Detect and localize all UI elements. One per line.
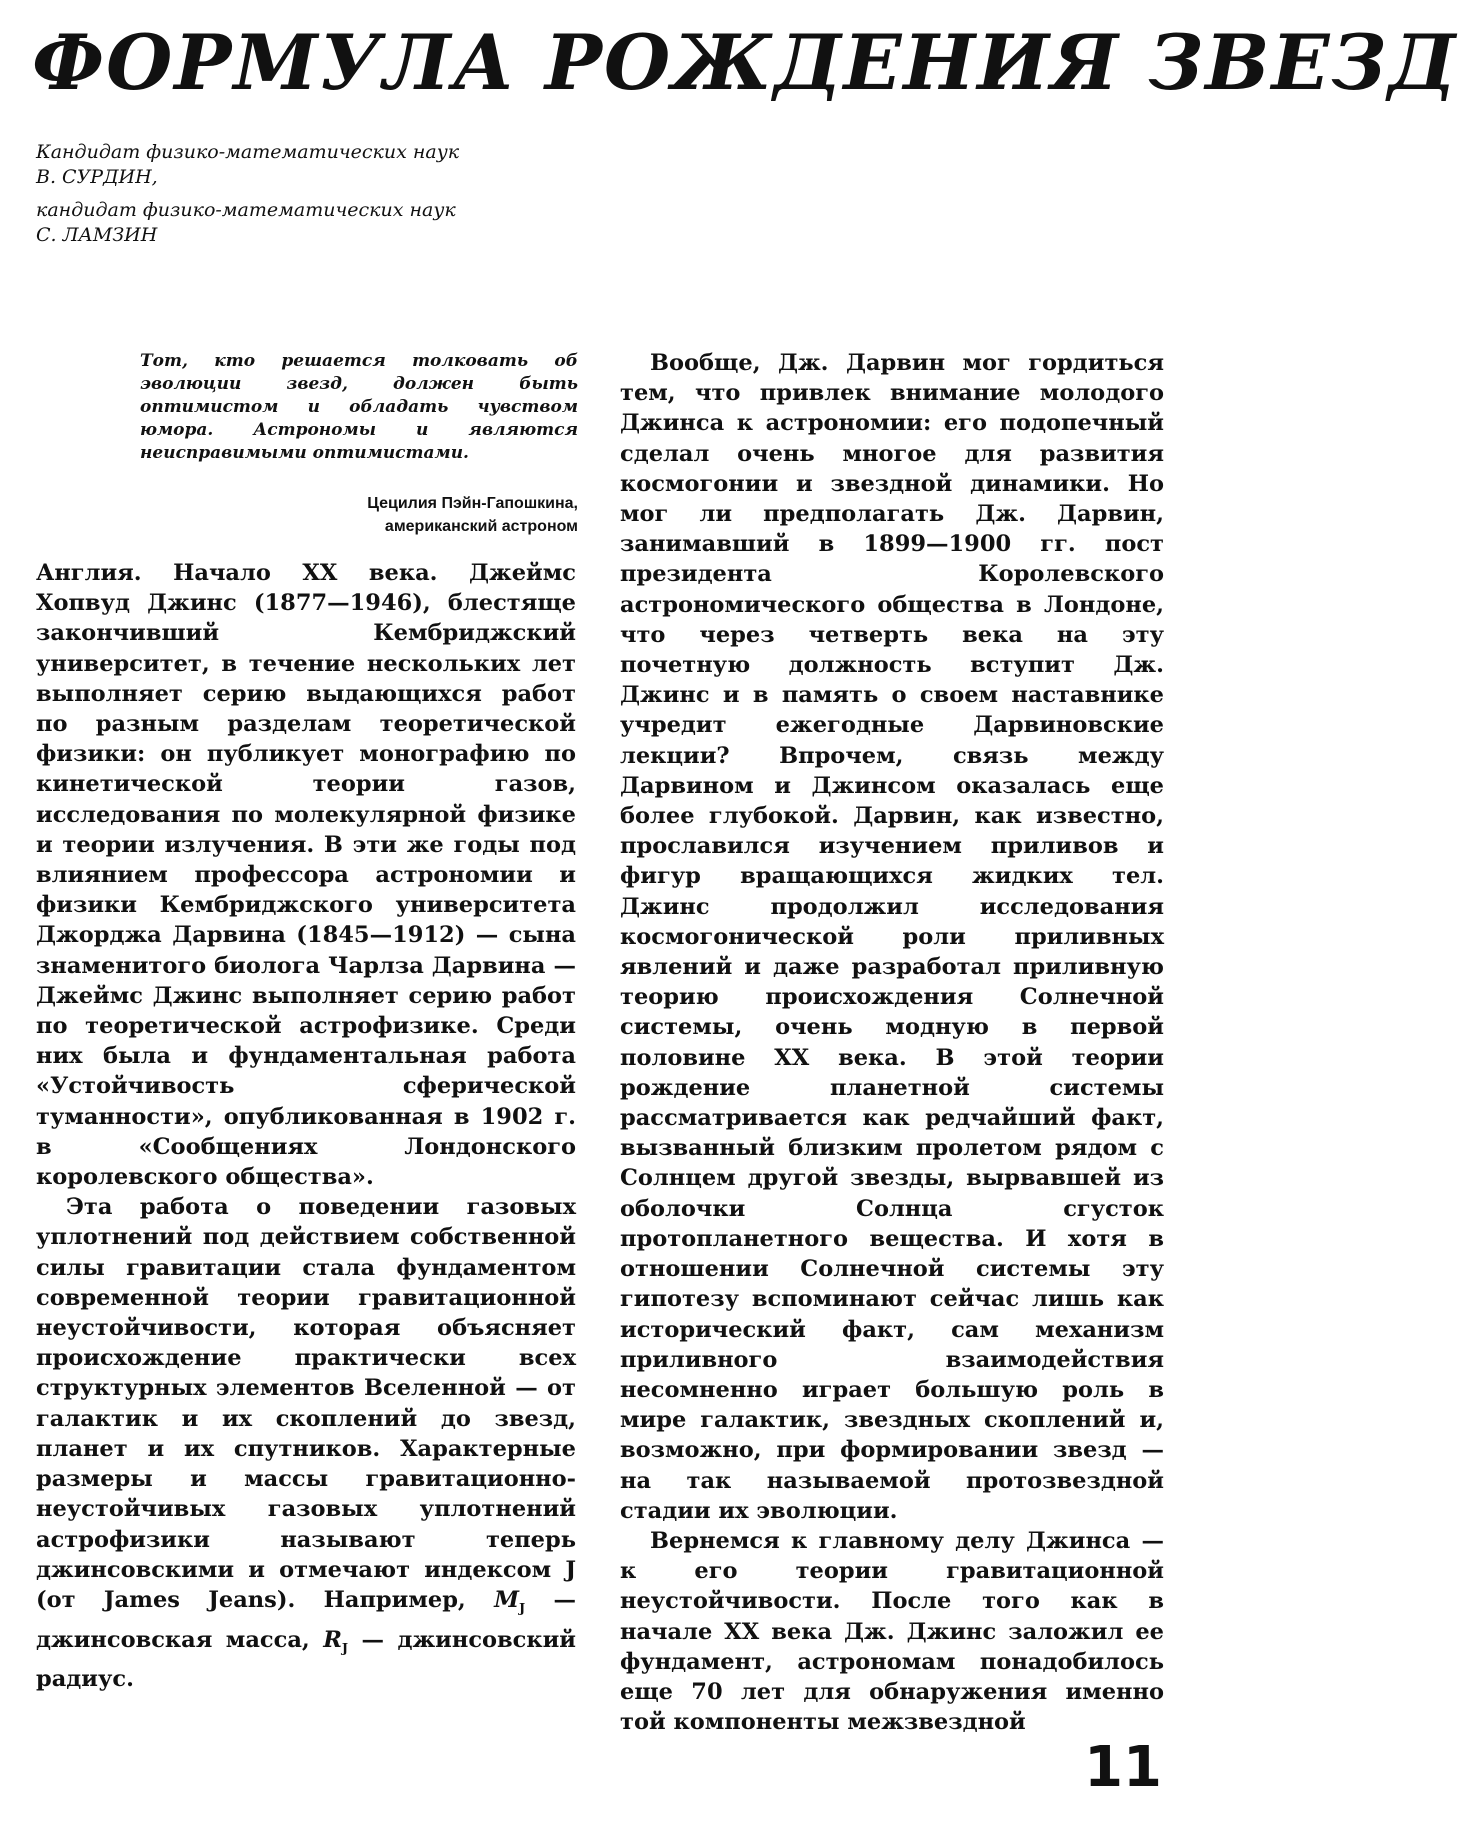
radius-definition: — джинсовский радиус. xyxy=(36,1626,576,1693)
authors-block xyxy=(36,140,636,256)
paragraph-text: Эта работа о поведении газовых уплотнений под действием собственной силы гравитации стала фундаментом современной теории гравитационной неустойчивости, которая объясняет происхождение практически всех структурных элементов Вселенной — от галактик и их скоплений до звезд, планет и их спутников. Характерные размеры и массы гравитационно-неустойчивых газовых уплотнений астрофизики называют теперь джинсовскими и отмечают индексом J (от James Jeans). Например, xyxy=(36,1194,576,1613)
epigraph-text: Тот, кто решается толковать об эволюции звезд, должен быть оптимистом и обладать чувством юмора. Астрономы и являются неисправимыми оптимистами. xyxy=(140,351,578,463)
author-1-name: В. СУРДИН, xyxy=(36,166,158,188)
epigraph-author-role: американский астроном xyxy=(384,518,578,535)
left-column xyxy=(36,558,576,1695)
paragraph: Вернемся к главному делу Джинса — к его теории гравитационной неустойчивости. После того как в начале XX века Дж. Джинс заложил ее фундамент, астрономам понадобилось еще 70 лет для обнаружения именно той компоненты межзвездной xyxy=(620,1527,1164,1736)
symbol-radius: R xyxy=(323,1626,342,1653)
article-title: ФОРМУЛА РОЖДЕНИЯ ЗВЕЗД xyxy=(32,18,1458,107)
mass-definition: — джинсовская масса, xyxy=(36,1586,576,1653)
paragraph xyxy=(36,1192,576,1694)
epigraph-author-name: Цецилия Пэйн-Гапошкина, xyxy=(367,495,578,512)
paragraph: Англия. Начало XX века. Джеймс Хопвуд Джинс (1877—1946), блестяще закончивший Кембриджский университет, в течение нескольких лет выполняет серию выдающихся работ по разным разделам теоретической физики: он публикует монографию по кинетической теории газов, исследования по молекулярной физике и теории излучения. В эти же годы под влиянием профессора астрономии и физики Кембриджского университета Джорджа Дарвина (1845—1912) — сына знаменитого биолога Чарлза Дарвина — Джеймс Джинс выполняет серию работ по теоретической астрофизике. Среди них была и фундаментальная работа «Устойчивость сферической туманности», опубликованная в 1902 г. в «Сообщениях Лондонского королевского общества». xyxy=(36,560,576,1191)
symbol-mass: M xyxy=(494,1586,520,1613)
page-number: 11 xyxy=(1084,1735,1162,1800)
epigraph-attribution xyxy=(200,492,578,538)
paragraph: Вообще, Дж. Дарвин мог гордиться тем, что привлек внимание молодого Джинса к астрономии: его подопечный сделал очень многое для развития космогонии и звездной динамики. Но мог ли предполагать Дж. Дарвин, занимавший в 1899—1900 гг. пост президента Королевского астрономического общества в Лондоне, что через четверть века на эту почетную должность вступит Дж. Джинс и в память о своем наставнике учредит ежегодные Дарвиновские лекции? Впрочем, связь между Дарвином и Джинсом оказалась еще более глубокой. Дарвин, как известно, прославился изучением приливов и фигур вращающихся жидких тел. Джинс продолжил исследования космогонической роли приливных явлений и даже разработал приливную теорию происхождения Солнечной системы, очень модную в первой половине XX века. В этой теории рождение планетной системы рассматривается как редчайший факт, вызванный близким пролетом рядом с Солнцем другой звезды, вырвавшей из оболочки Солнца сгусток протопланетного вещества. И хотя в отношении Солнечной системы эту гипотезу вспоминают сейчас лишь как исторический факт, сам механизм приливного взаимодействия несомненно играет большую роль в мире галактик, звездных скоплений и, возможно, при формировании звезд — на так называемой протозвездной стадии их эволюции. xyxy=(620,350,1164,1524)
subscript-j: J xyxy=(341,1641,349,1657)
author-2-name: С. ЛАМЗИН xyxy=(36,224,158,246)
right-column xyxy=(620,348,1164,1737)
author-1-degree: Кандидат физико-математических наук xyxy=(36,141,460,163)
subscript-j: J xyxy=(519,1601,526,1617)
author-2-degree: кандидат физико-математических наук xyxy=(36,199,456,221)
